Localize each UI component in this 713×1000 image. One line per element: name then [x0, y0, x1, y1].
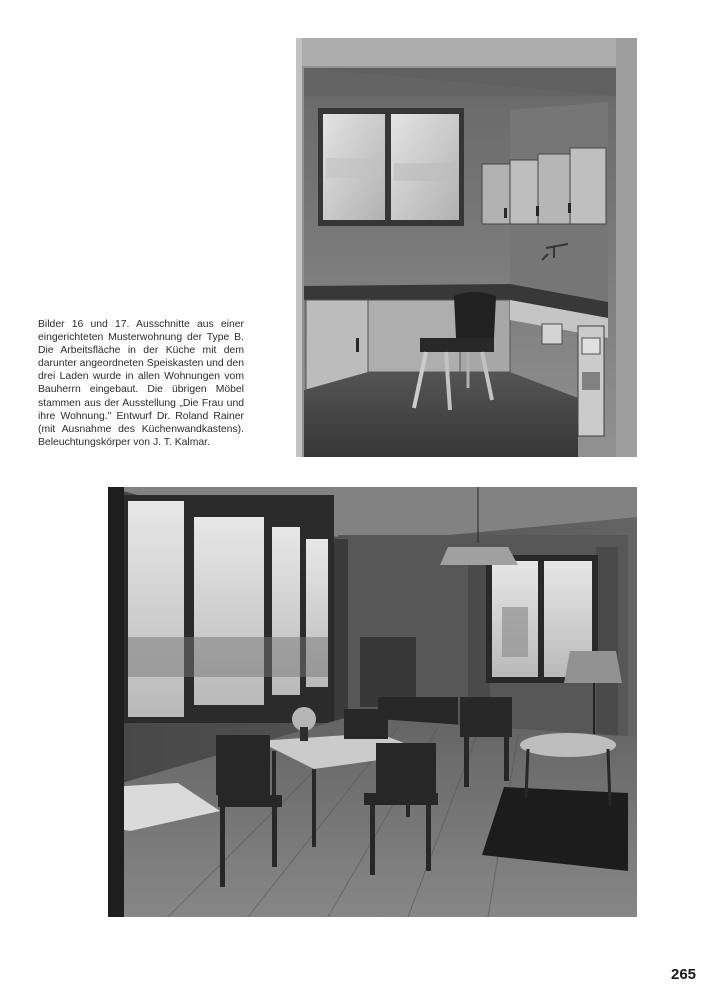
photo-caption — [38, 318, 244, 449]
page-number: 265 — [671, 966, 697, 983]
living-room-photo — [108, 487, 637, 917]
kitchen-photo — [296, 38, 637, 457]
caption-text: Bilder 16 und 17. Ausschnitte aus einer eingerichteten Musterwohnung der Type B. Die Arbeitsfläche in der Küche mit dem darunter angeordneten Speiskasten und den drei Laden wurde in allen Wohnungen vom Bauherrn eingebaut. Die übrigen Möbel stammen aus der Ausstellung „Die Frau und ihre Wohnung." Entwurf Dr. Roland Rainer (mit Ausnahme des Küchenwandkastens). Beleuchtungskörper von J. T. Kalmar. — [38, 319, 244, 448]
